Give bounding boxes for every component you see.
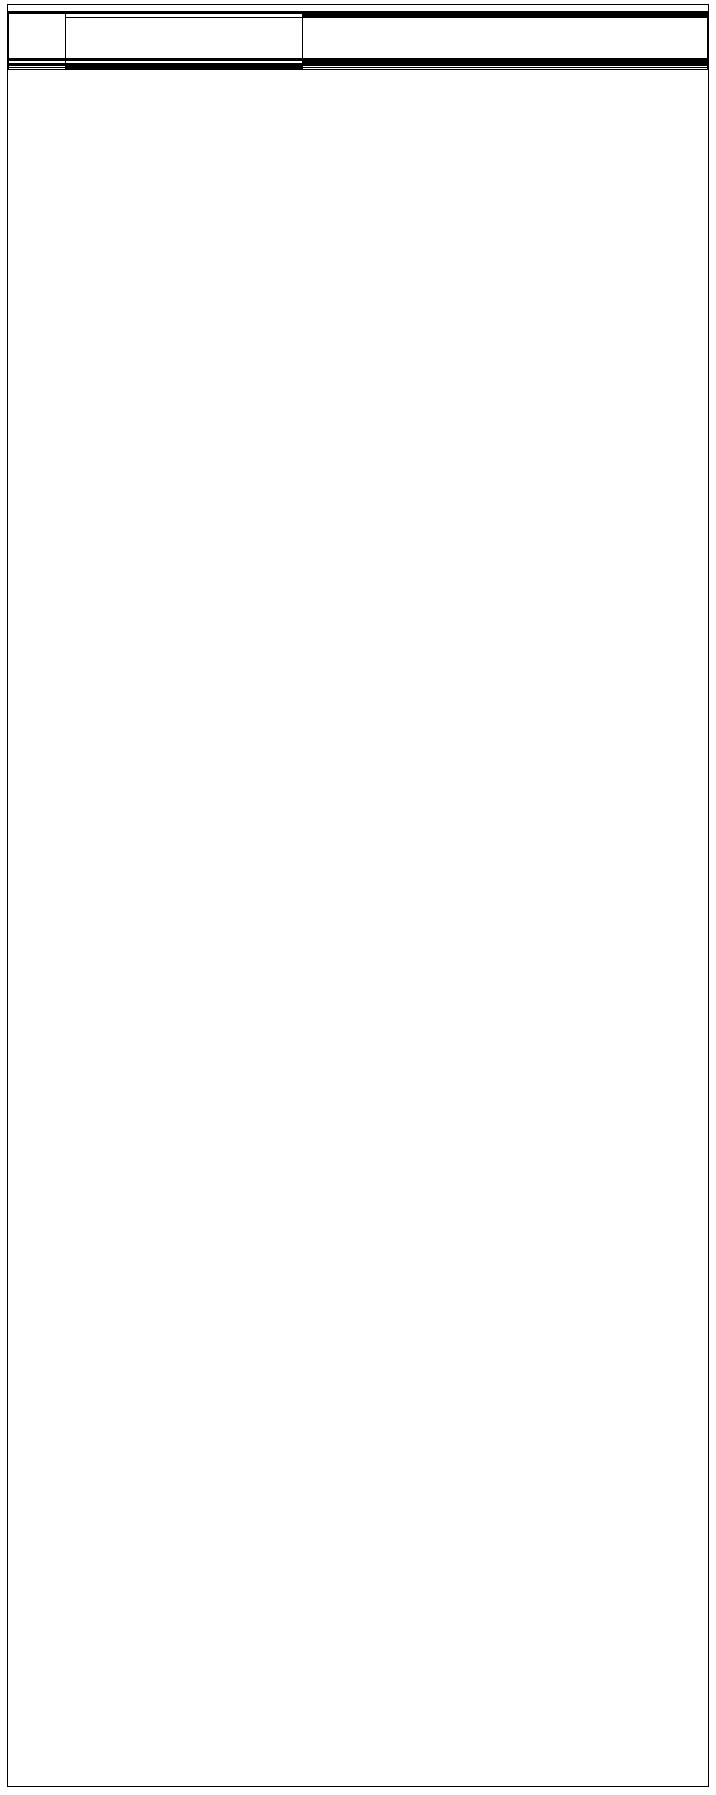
tender-notice [7, 4, 709, 1787]
notes [8, 70, 708, 73]
table-row [9, 18, 708, 59]
key-information-table [8, 11, 708, 59]
tenderer-information-table [8, 59, 708, 70]
